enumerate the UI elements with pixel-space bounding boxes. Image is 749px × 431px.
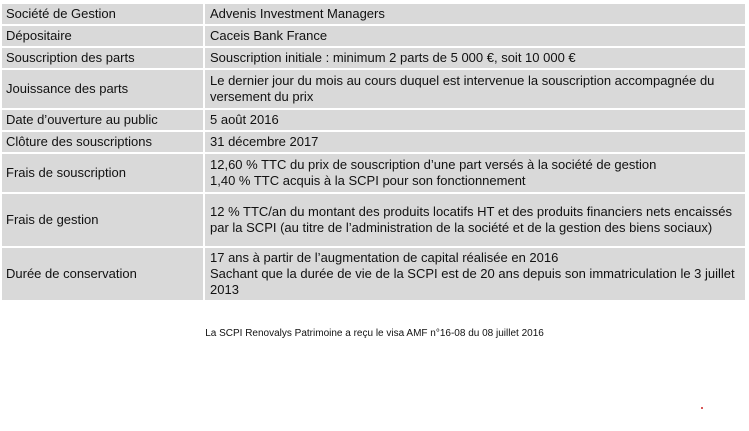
row-value-duree-conservation: 17 ans à partir de l’augmentation de capital réalisée en 2016 Sachant que la durée de vie de la SCPI est de 20 ans depuis son immatriculation le 3 juillet 2013 (205, 248, 745, 300)
row-value-frais-gestion: 12 % TTC/an du montant des produits locatifs HT et des produits financiers nets encaissés par la SCPI (au titre de l’administration de la société et de la gestion des biens sociaux) (205, 194, 745, 246)
table-row (2, 154, 745, 192)
table-row (2, 248, 745, 300)
row-label-souscription-parts: Souscription des parts (2, 48, 205, 68)
row-label-depositaire: Dépositaire (2, 26, 205, 46)
row-value-societe-gestion: Advenis Investment Managers (205, 4, 745, 24)
row-value-date-ouverture: 5 août 2016 (205, 110, 745, 130)
row-label-frais-gestion: Frais de gestion (2, 194, 205, 246)
scpi-info-table (2, 2, 745, 302)
row-label-frais-souscription: Frais de souscription (2, 154, 205, 192)
table-row (2, 48, 745, 68)
table-row (2, 194, 745, 246)
table-row (2, 110, 745, 130)
row-value-depositaire: Caceis Bank France (205, 26, 745, 46)
row-value-jouissance-parts: Le dernier jour du mois au cours duquel est intervenue la souscription accompagnée du versement du prix (205, 70, 745, 108)
stray-red-dot (701, 407, 703, 409)
amf-visa-footnote: La SCPI Renovalys Patrimoine a reçu le visa AMF n°16-08 du 08 juillet 2016 (205, 328, 544, 339)
table-row (2, 26, 745, 46)
row-label-jouissance-parts: Jouissance des parts (2, 70, 205, 108)
row-label-societe-gestion: Société de Gestion (2, 4, 205, 24)
row-label-cloture-souscriptions: Clôture des souscriptions (2, 132, 205, 152)
table-row (2, 132, 745, 152)
row-value-souscription-parts: Souscription initiale : minimum 2 parts de 5 000 €, soit 10 000 € (205, 48, 745, 68)
table-row (2, 4, 745, 24)
row-label-date-ouverture: Date d’ouverture au public (2, 110, 205, 130)
row-value-frais-souscription: 12,60 % TTC du prix de souscription d’une part versés à la société de gestion 1,40 % TTC acquis à la SCPI pour son fonctionnement (205, 154, 745, 192)
row-value-cloture-souscriptions: 31 décembre 2017 (205, 132, 745, 152)
table-row (2, 70, 745, 108)
row-label-duree-conservation: Durée de conservation (2, 248, 205, 300)
